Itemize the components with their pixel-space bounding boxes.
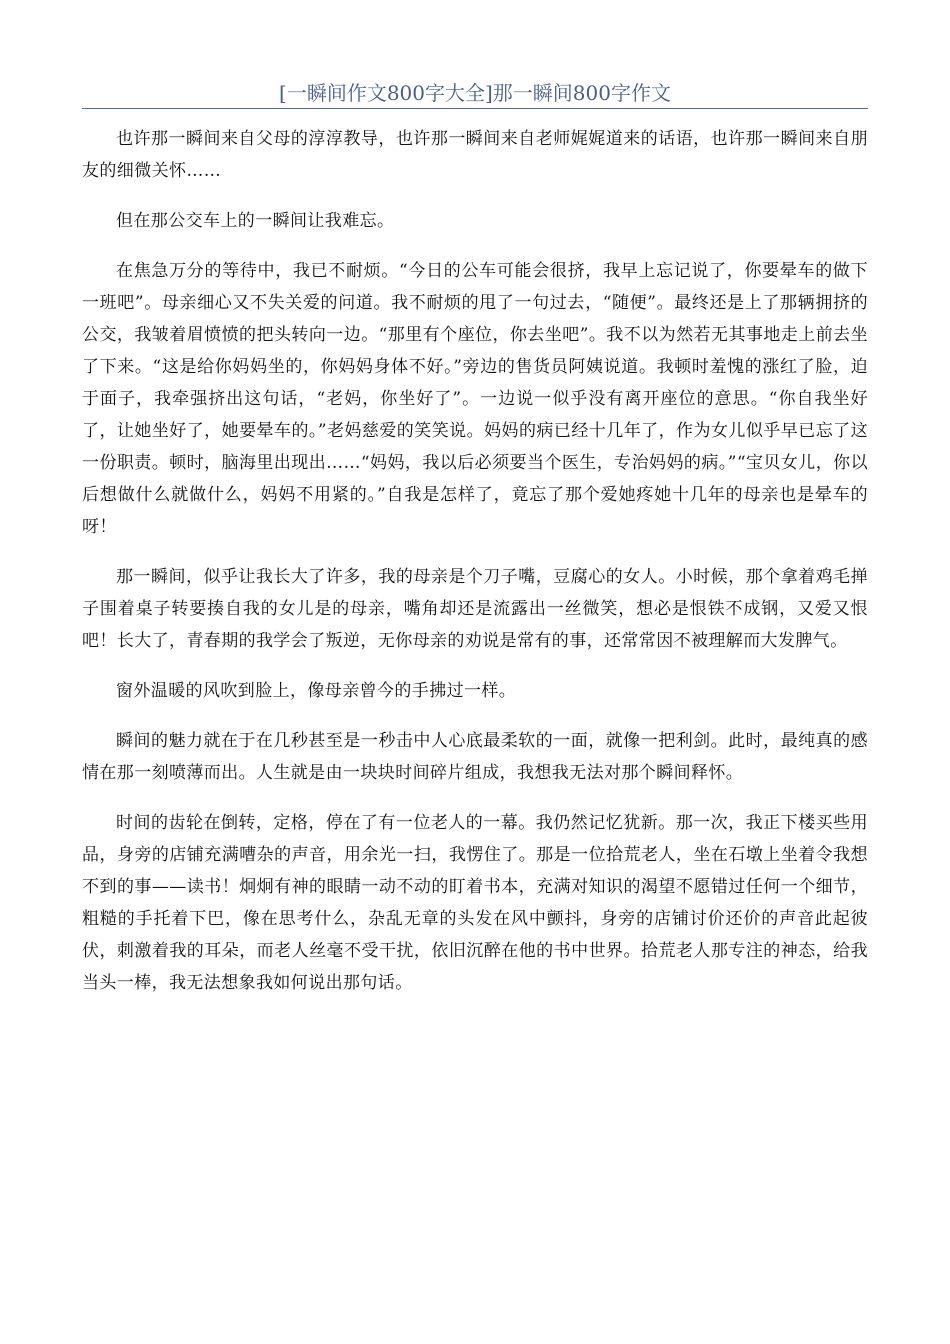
paragraph-2: 但在那公交车上的一瞬间让我难忘。 [116, 211, 395, 231]
article-body [82, 123, 868, 1017]
paragraph-4: 那一瞬间，似乎让我长大了许多，我的母亲是个刀子嘴，豆腐心的女人。小时候，那个拿着鸡毛掸子围着桌子转要揍自我的女儿是的母亲，嘴角却还是流露出一丝微笑，想必是恨铁不成钢，又爱又恨吧！长大了，青春期的我学会了叛逆，无你母亲的劝说是常有的事，还常常因不被理解而大发脾气。 [82, 567, 868, 651]
paragraph-7: 时间的齿轮在倒转，定格，停在了有一位老人的一幕。我仍然记忆犹新。那一次，我正下楼买些用品，身旁的店铺充满嘈杂的声音，用余光一扫，我愣住了。那是一位拾荒老人，坐在石墩上坐着令我想不到的事——读书！炯炯有神的眼睛一动不动的盯着书本，充满对知识的渴望不愿错过任何一个细节，粗糙的手托着下巴，像在思考什么，杂乱无章的头发在风中颤抖，身旁的店铺讨价还价的声音此起彼伏，刺激着我的耳朵，而老人丝毫不受干扰，依旧沉醉在他的书中世界。拾荒老人那专注的神态，给我当头一棒，我无法想象我如何说出那句话。 [82, 813, 868, 993]
page-title: [一瞬间作文800字大全]那一瞬间800字作文 [279, 81, 671, 105]
paragraph-5: 窗外温暖的风吹到脸上，像母亲曾今的手拂过一样。 [116, 681, 517, 701]
paragraph-6: 瞬间的魅力就在于在几秒甚至是一秒击中人心底最柔软的一面，就像一把利剑。此时，最纯真的感情在那一刻喷薄而出。人生就是由一块块时间碎片组成，我想我无法对那个瞬间释怀。 [82, 731, 868, 783]
paragraph-1: 也许那一瞬间来自父母的淳淳教导，也许那一瞬间来自老师娓娓道来的话语，也许那一瞬间来自朋友的细微关怀…… [82, 129, 868, 181]
paragraph-3: 在焦急万分的等待中，我已不耐烦。“今日的公车可能会很挤，我早上忘记说了，你要晕车的做下一班吧”。母亲细心又不失关爱的问道。我不耐烦的甩了一句过去，“随便”。最终还是上了那辆拥挤的公交，我皱着眉愤愤的把头转向一边。“那里有个座位，你去坐吧”。我不以为然若无其事地走上前去坐了下来。“这是给你妈妈坐的，你妈妈身体不好。”旁边的售货员阿姨说道。我顿时羞愧的涨红了脸，迫于面子，我牵强挤出这句话，“老妈，你坐好了”。一边说一似乎没有离开座位的意思。“你自我坐好了，让她坐好了，她要晕车的。”老妈慈爱的笑笑说。妈妈的病已经十几年了，作为女儿似乎早已忘了这一份职责。顿时，脑海里出现出……“妈妈，我以后必须要当个医生，专治妈妈的病。”“宝贝女儿，你以后想做什么就做什么，妈妈不用紧的。”自我是怎样了，竟忘了那个爱她疼她十几年的母亲也是晕车的呀！ [82, 261, 868, 537]
title-divider [82, 108, 868, 109]
